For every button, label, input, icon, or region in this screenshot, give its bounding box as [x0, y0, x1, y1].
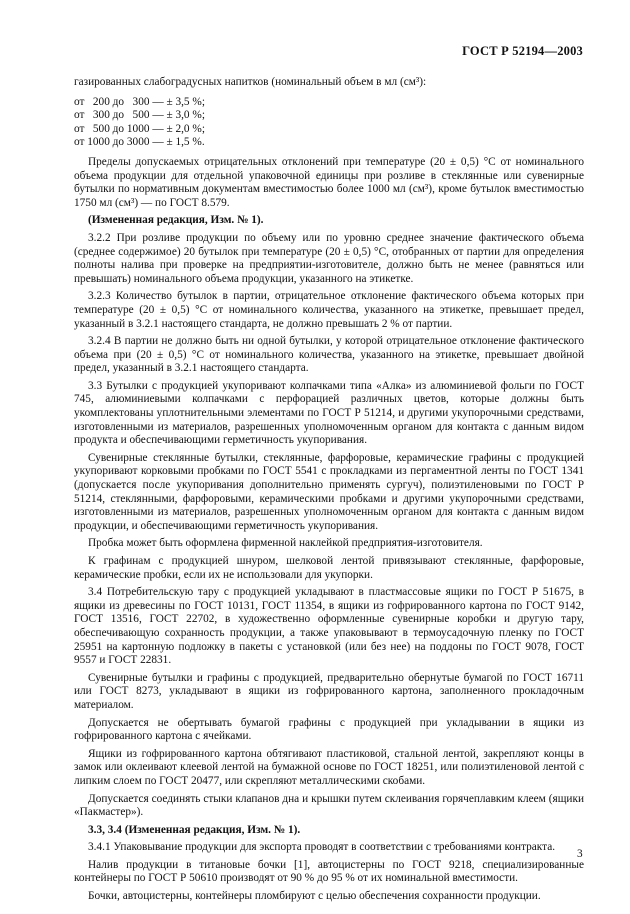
clause-3-2-3: 3.2.3 Количество бутылок в партии, отрицательное отклонение фактического объема которых при температуре (20 ± 0,5) °С от номинального количества, указанного на этикетке, превышает предел, указанный в 3.2.1 настоящего стандарта, не должно превышать 2 % от партии.	[74, 290, 584, 330]
amendment-note-3-3-3-4: 3.3, 3.4 (Измененная редакция, Изм. № 1).	[88, 823, 301, 836]
clause-3-2-4: 3.2.4 В партии не должно быть ни одной бутылки, у которой отрицательное отклонение фактического объема при (20 ± 0,5) °С от номинального количества, указанного на этикетке, превышает двойной предел, указанный в 3.2.1 настоящего стандарта.	[74, 335, 584, 375]
tolerance-list	[74, 96, 584, 150]
paragraph-stopper-label: Пробка может быть оформлена фирменной наклейкой предприятия-изготовителя.	[88, 537, 483, 550]
clause-3-4: 3.4 Потребительскую тару с продукцией укладывают в пластмассовые ящики по ГОСТ Р 51675, в ящики из древесины по ГОСТ 10131, ГОСТ 11354, в ящики из гофрированного картона по ГОСТ 9142, ГОСТ 13516, ГОСТ 22702, в художественно оформленные сувенирные коробки и другую тару, обеспечивающую сохранность продукции, а также упаковывают в термоусадочную пленку по ГОСТ 25951 на картонную подложку в пакеты с установкой (или без нее) на поддоны по ГОСТ 9078, ГОСТ 9557 и ГОСТ 22831.	[74, 586, 584, 667]
standard-code-header: ГОСТ Р 52194—2003	[462, 44, 583, 58]
tolerance-item: от 200 до 300 — ± 3,5 %;	[74, 95, 205, 108]
tolerance-item: от 300 до 500 — ± 3,0 %;	[74, 109, 205, 122]
paragraph-limits: Пределы допускаемых отрицательных отклонений при температуре (20 ± 0,5) °С от номинального объема продукции для отдельной упаковочной единицы при розливе в стеклянные или сувенирные бутылки по нормативным документам вместимостью более 1000 мл (см³), кроме бутылок вместимостью 1750 мл (см³) — по ГОСТ 8.579.	[74, 155, 584, 209]
document-body	[74, 76, 584, 908]
tolerance-item: от 1000 до 3000 — ± 1,5 %.	[74, 136, 205, 149]
clause-3-2-2: 3.2.2 При розливе продукции по объему или по уровню среднее значение фактического объема (среднее содержимое) 20 бутылок при температуре (20 ± 0,5) °С, отобранных от партии для определения полноты налива при проверке на предприятии-изготовителе, должно быть не менее (равняться или превышать) номинального объема продукции, указанного на этикетке.	[74, 231, 584, 285]
clause-3-3: 3.3 Бутылки с продукцией укупоривают колпачками типа «Алка» из алюминиевой фольги по ГОСТ 745, алюминиевыми колпачками с перфорацией различных цветов, которые должны быть укомплектованы уплотнительными элементами по ГОСТ Р 51214, и другими укупорочными средствами, изготовленными из материалов, разрешенных уполномоченным органом для контакта с данным видом продукта и обеспечивающими герметичность укупоривания.	[74, 379, 584, 447]
clause-3-4-1: 3.4.1 Упаковывание продукции для экспорта проводят в соответствии с требованиями контракта.	[88, 841, 556, 854]
paragraph-sealing: Бочки, автоцистерны, контейнеры пломбируют с целью обеспечения сохранности продукции.	[88, 890, 541, 903]
paragraph-pakmaster: Допускается соединять стыки клапанов дна и крышки путем склеивания горячеплавким клеем (ящики «Пакмастер»).	[74, 792, 584, 819]
paragraph-carafe-stoppers: К графинам с продукцией шнуром, шелковой лентой привязывают стеклянные, фарфоровые, керамические пробки, если их не использовали для укупорки.	[74, 555, 584, 581]
paragraph-souvenir-packing: Сувенирные бутылки и графины с продукцией, предварительно обернутые бумагой по ГОСТ 16711 или ГОСТ 8273, укладывают в ящики из гофрированного картона, заполненного прокладочным материалом.	[74, 671, 584, 711]
paragraph-bulk-filling: Налив продукции в титановые бочки [1], автоцистерны по ГОСТ 9218, специализированные контейнеры по ГОСТ Р 50610 производят от 90 % до 95 % от их номинальной вместимости.	[74, 858, 584, 885]
paragraph-no-wrapping: Допускается не обертывать бумагой графины с продукцией при укладывании в ящики из гофрированного картона с ячейками.	[74, 716, 584, 743]
amendment-note: (Измененная редакция, Изм. № 1).	[88, 214, 264, 227]
page-number: 3	[577, 848, 583, 860]
paragraph-box-strapping: Ящики из гофрированного картона обтягивают пластиковой, стальной лентой, закрепляют концы в замок или оклеивают клеевой лентой на бумажной основе по ГОСТ 18251, или полиэтиленовой лентой с липким слоем по ГОСТ 20477, или скрепляют металлическими скобами.	[74, 747, 584, 787]
intro-line: газированных слабоградусных напитков (номинальный объем в мл (см³):	[74, 76, 427, 88]
tolerance-item: от 500 до 1000 — ± 2,0 %;	[74, 122, 205, 135]
paragraph-souvenir-closures: Сувенирные стеклянные бутылки, стеклянные, фарфоровые, керамические графины с продукцией укупоривают корковыми пробками по ГОСТ 5541 с прокладками из пергаментной ленты по ГОСТ 1341 (допускается после укупоривания дополнительно применять сургуч), полиэтиленовыми по ГОСТ Р 51214, стеклянными, фарфоровыми, керамическими пробками и другими укупорочными средствами, изготовленными из материалов, разрешенных уполномоченным органом для контакта с данным видом продукции, и обеспечивающими герметичность укупоривания.	[74, 451, 584, 532]
